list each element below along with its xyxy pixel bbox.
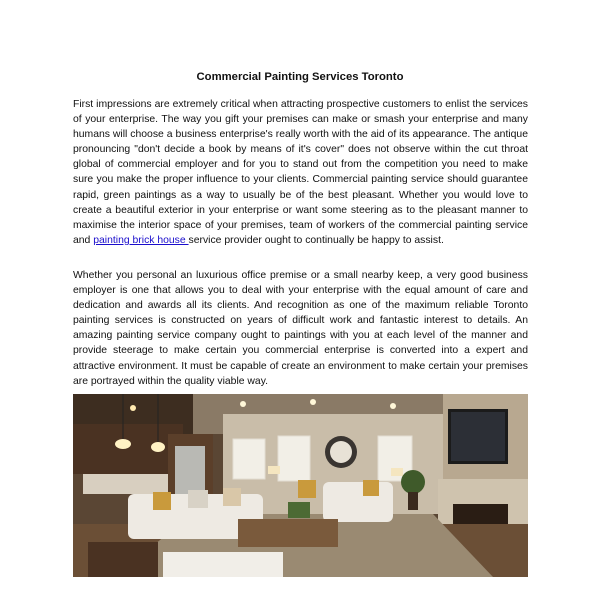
painting-brick-house-link[interactable]: painting brick house bbox=[93, 234, 189, 246]
paragraph-2: Whether you personal an luxurious office premise or a small nearby keep, a very good business employer is one that allows you to deal with your enterprise with the equal amount of care and dedication and awards all its clients. And recognition as one of the maximum reliable Toronto painting services is constructed on years of difficult work and fantastic interest to details. An amazing painting service company ought to paintings with you at each level of the manner and provide steerage to make certain you commercial enterprise is converted into a expert and attractive environment. It must be capable of create an environment to make certain your premises are portrayed within the quality viable way. bbox=[73, 270, 528, 387]
living-room-illustration bbox=[73, 394, 528, 577]
paragraph-1-tail: service provider ought to continually be happy to assist. bbox=[188, 234, 444, 246]
living-room-photo bbox=[73, 394, 528, 577]
paragraph-1 bbox=[73, 97, 528, 248]
document-title: Commercial Painting Services Toronto bbox=[196, 71, 404, 83]
paragraph-1-text: First impressions are extremely critical when attracting prospective customers to enlist the services of your enterprise. The way you gift your premises can make or smash your enterprise and many humans will choose a business enterprise's really worth with the aid of its appearance. The antique pronouncing "don't decide a book by means of it's cover" does not observe within the cut throat global of commercial employer and for you to stand out from the competition you need to make sure you make the proper influence to your clients. Commercial painting service should guarantee rapid, green paintings as a way to usually be of the best pleasant. Whether you would love to create a beautiful exterior in your enterprise or want some steering as to the pleasant manner to maximise the interior space of your premises, team of workers of the commercial painting service and bbox=[73, 99, 528, 246]
